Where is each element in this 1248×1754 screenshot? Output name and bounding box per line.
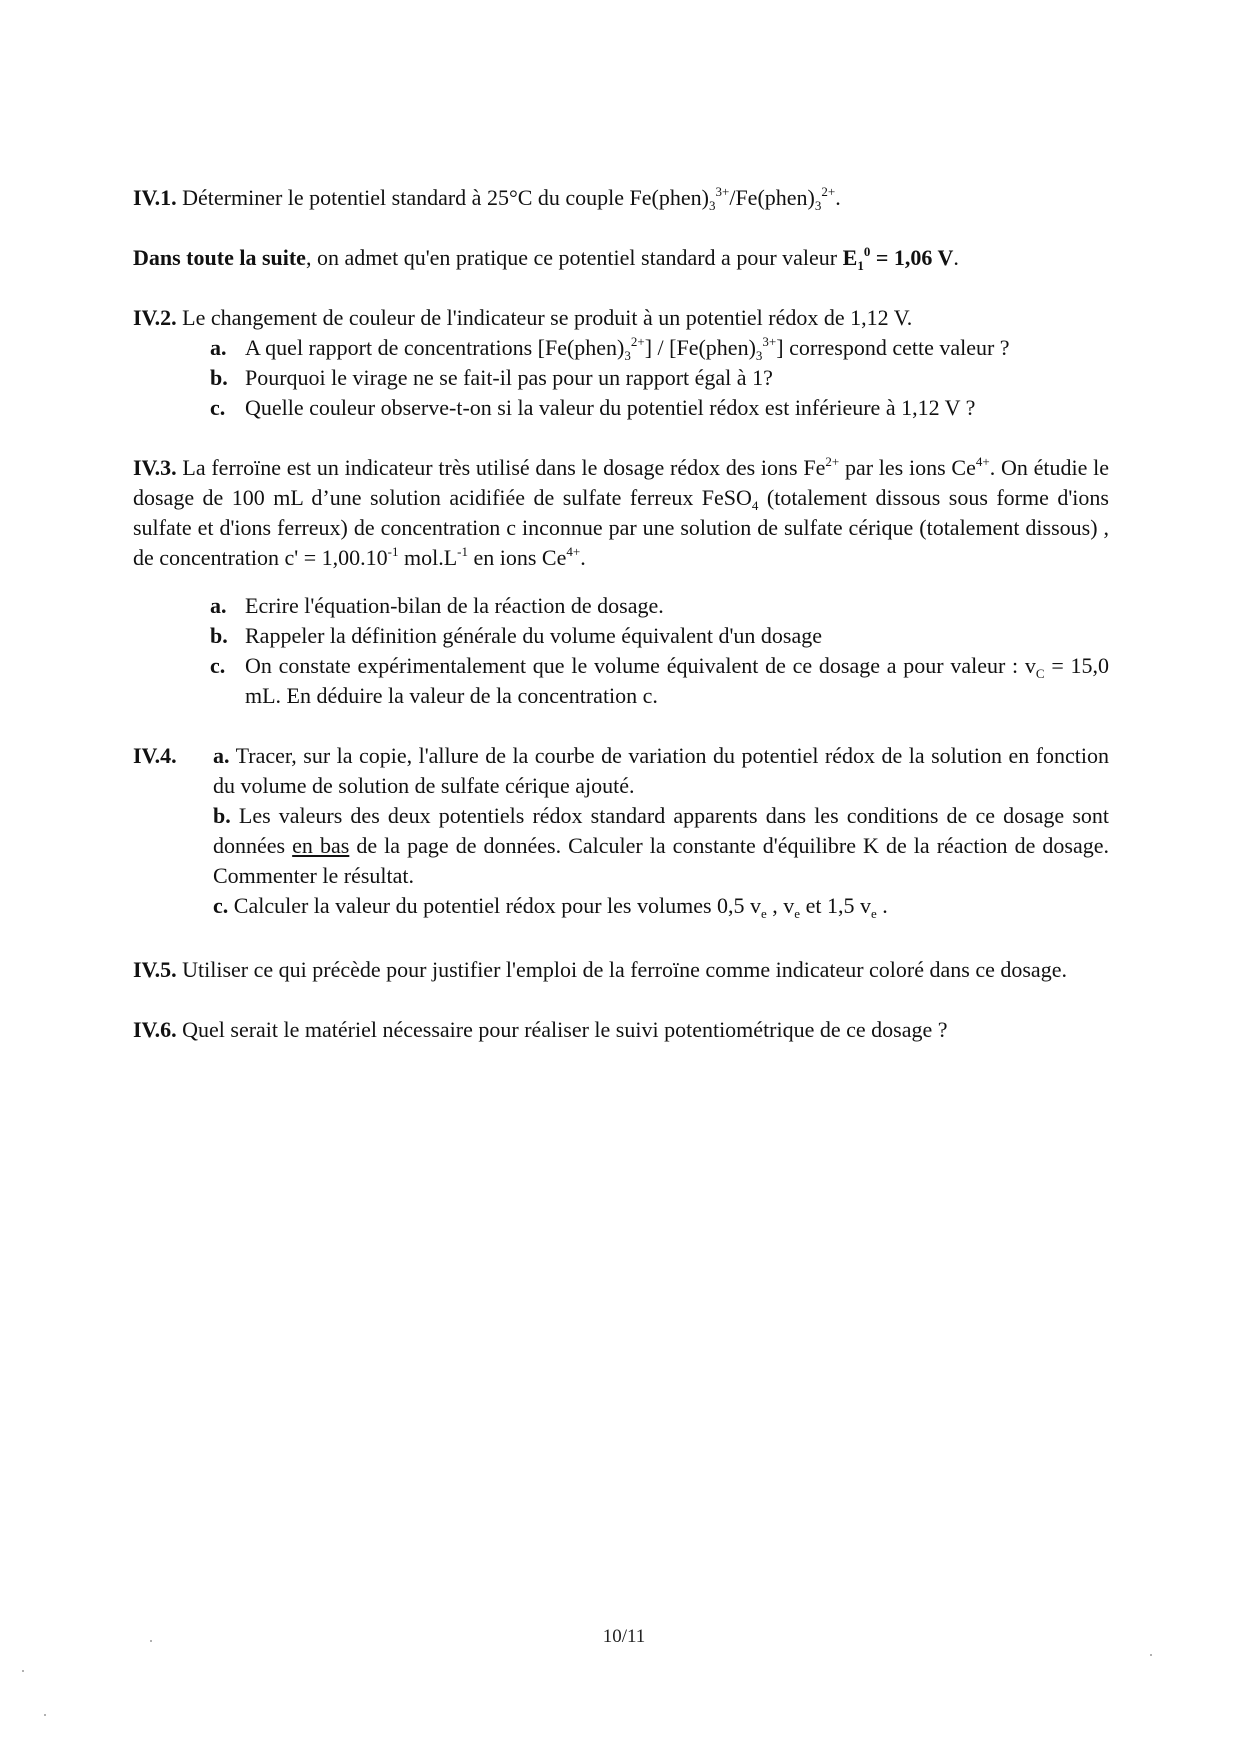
sub-question-text: On constate expérimentalement que le volume équivalent de ce dosage a pour valeur : v: [245, 653, 1036, 678]
assumption-statement: [133, 243, 1109, 273]
scan-speck: [22, 1670, 24, 1672]
sub-question-label: c.: [210, 395, 226, 420]
sub-question-text: Tracer, sur la copie, l'allure de la courbe de variation du potentiel rédox de la solution en fonction du volume de solution de sulfate cérique ajouté.: [213, 743, 1109, 798]
question-text: par les ions Ce: [839, 455, 976, 480]
exam-content: [133, 183, 1109, 1075]
sub-question-list: [210, 591, 1109, 711]
sub-question-label: a.: [210, 593, 227, 618]
question-text: /Fe(phen): [729, 185, 815, 210]
sub-question-text: ,: [766, 893, 784, 918]
question-text: Utiliser ce qui précède pour justifier l'emploi de la ferroïne comme indicateur coloré dans ce dosage.: [182, 957, 1067, 982]
volume-value: 0,5 v: [717, 893, 762, 918]
sub-question-text: ] / [Fe(phen): [644, 335, 756, 360]
assumption-text: , on admet qu'en pratique ce potentiel standard a pour valeur: [305, 245, 843, 270]
question-number: IV.5.: [133, 957, 177, 982]
question-text: .: [835, 185, 841, 210]
sub-question: [210, 651, 1109, 711]
question-text: mol.L: [398, 545, 458, 570]
sub-question-text: .: [876, 893, 888, 918]
sub-question-text: Pourquoi le virage ne se fait-il pas pour un rapport égal à 1?: [245, 365, 773, 390]
question-number: IV.1.: [133, 185, 177, 210]
sub-question: [210, 621, 1109, 651]
sub-question-label: b.: [210, 623, 228, 648]
superscript: 4+: [566, 544, 581, 559]
question-text: Le changement de couleur de l'indicateur se produit à un potentiel rédox de 1,12 V.: [182, 305, 913, 330]
superscript: 3+: [762, 334, 777, 349]
superscript: 0: [863, 244, 871, 259]
volume-value: 1,5 v: [826, 893, 871, 918]
sub-question-text: = 15,0 mL. En déduire la valeur de la concentration c.: [245, 653, 1109, 708]
question-iv6: [133, 1015, 1109, 1045]
volume-value: v: [783, 893, 795, 918]
potential-symbol: E: [842, 245, 858, 270]
question-text: (totalement dissous sous forme d'ions sulfate et d'ions ferreux) de concentration c inconnue par une solution de sulfate cérique (totalement dissous) , de concentration c' = 1,00.10: [133, 485, 1109, 570]
scan-speck: [1150, 1654, 1152, 1656]
sub-question-label: b.: [213, 803, 231, 828]
assumption-text: .: [953, 245, 959, 270]
subscript: 3: [755, 348, 763, 363]
question-text: Déterminer le potentiel standard à 25°C du couple Fe(phen): [182, 185, 709, 210]
question-text: La ferroïne est un indicateur très utilisé dans le dosage rédox des ions Fe: [182, 455, 826, 480]
sub-question: [210, 591, 1109, 621]
question-iv1: [133, 183, 1109, 213]
superscript: 3+: [715, 184, 730, 199]
sub-question-text: de la page de données. Calculer la constante d'équilibre K de la réaction de dosage. Commenter le résultat.: [213, 833, 1110, 888]
question-iv5: [133, 955, 1109, 985]
subscript: e: [761, 906, 767, 921]
sub-question-label: a.: [213, 743, 230, 768]
superscript: 2+: [825, 454, 840, 469]
scan-speck: [44, 1714, 46, 1716]
subscript: 3: [708, 198, 716, 213]
subscript: 4: [751, 498, 759, 513]
subscript: e: [870, 906, 877, 921]
question-iv2: [133, 303, 1109, 423]
subscript: 3: [814, 198, 822, 213]
question-text: en ions Ce: [467, 545, 567, 570]
sub-question-list: [210, 333, 1109, 423]
sub-question-label: b.: [210, 365, 228, 390]
subscript: 3: [624, 348, 631, 363]
question-iv3: [133, 453, 1109, 711]
sub-question-text: et: [800, 893, 827, 918]
question-number: IV.3.: [133, 455, 177, 480]
question-number: IV.4.: [133, 743, 177, 768]
sub-question-label: c.: [210, 653, 226, 678]
subscript: e: [794, 906, 801, 921]
sub-question-text: Les valeurs des deux potentiels rédox standard apparents dans les conditions de ce dosage sont données: [213, 803, 1109, 858]
assumption-bold: Dans toute la suite: [133, 245, 306, 270]
sub-question-text: A quel rapport de concentrations [Fe(phen): [245, 335, 625, 360]
sub-question-b: [213, 801, 1109, 891]
question-number: IV.6.: [133, 1017, 177, 1042]
sub-question: [210, 333, 1109, 363]
sub-question-text: Ecrire l'équation-bilan de la réaction de dosage.: [245, 593, 664, 618]
sub-question: [210, 393, 1109, 423]
sub-question-a: [213, 741, 1109, 801]
sub-question-text: Quelle couleur observe-t-on si la valeur du potentiel rédox est inférieure à 1,12 V ?: [245, 395, 976, 420]
question-iv4: [133, 741, 1109, 921]
sub-question-text: Rappeler la définition générale du volume équivalent d'un dosage: [245, 623, 822, 648]
potential-value: = 1,06 V: [870, 245, 954, 270]
sub-question-text: ] correspond cette valeur ?: [776, 335, 1010, 360]
superscript: -1: [457, 544, 468, 559]
superscript: 2+: [630, 334, 645, 349]
superscript: -1: [387, 544, 399, 559]
sub-question-label: c.: [213, 893, 229, 918]
sub-question-c: [213, 891, 1109, 921]
sub-question-text: Calculer la valeur du potentiel rédox pour les volumes: [228, 893, 718, 918]
subscript: C: [1035, 666, 1045, 681]
question-text: .: [580, 545, 586, 570]
subscript: 1: [857, 258, 864, 273]
question-text: Quel serait le matériel nécessaire pour réaliser le suivi potentiométrique de ce dosage ?: [182, 1017, 948, 1042]
question-text: . On étudie le dosage de 100 mL d’une solution acidifiée de sulfate ferreux FeSO: [133, 455, 1109, 510]
underlined-text: en bas: [292, 833, 350, 858]
sub-question-label: a.: [210, 335, 227, 360]
scan-speck: [150, 1640, 152, 1642]
superscript: 4+: [975, 454, 990, 469]
page-number: 10/11: [602, 1626, 646, 1647]
question-number: IV.2.: [133, 305, 177, 330]
superscript: 2+: [821, 184, 836, 199]
sub-question: [210, 363, 1109, 393]
